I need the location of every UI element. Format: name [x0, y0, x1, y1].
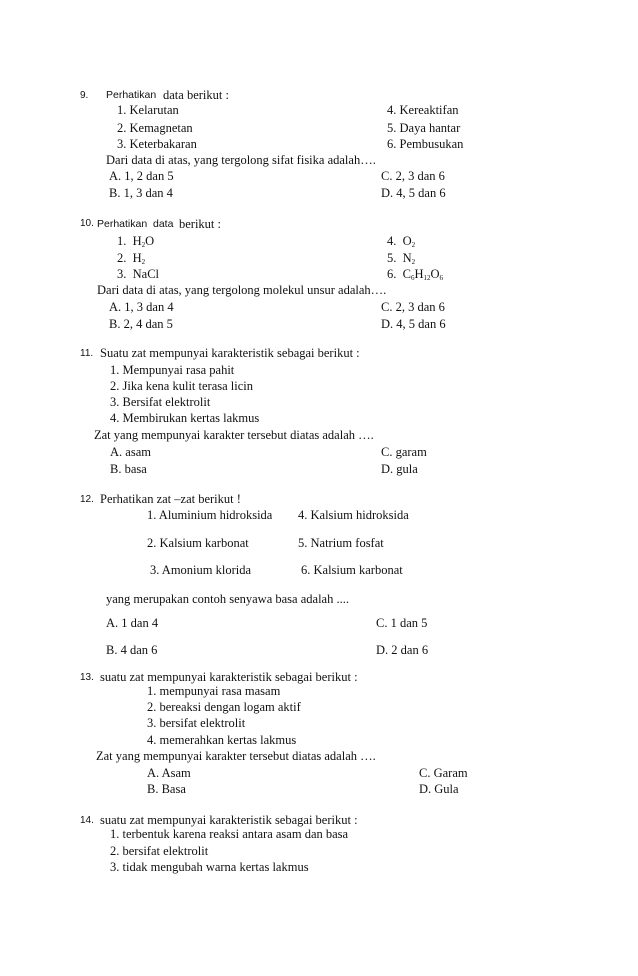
answer-option: D. 2 dan 6	[376, 643, 429, 657]
formula-text: O	[402, 234, 412, 248]
question-number: 11.	[80, 348, 94, 359]
list-item: 1. mempunyai rasa masam	[147, 684, 281, 698]
question-number: 13.	[80, 672, 94, 683]
answer-option: A. Asam	[147, 766, 191, 780]
question-intro: data	[153, 218, 174, 230]
formula-item	[387, 268, 443, 282]
list-item: 2. Kemagnetan	[117, 121, 193, 135]
formula-text: H	[132, 251, 142, 265]
question-intro: data berikut :	[163, 88, 229, 102]
list-item: 2. Jika kena kulit terasa licin	[110, 379, 254, 393]
list-item: 1. terbentuk karena reaksi antara asam dan basa	[110, 827, 349, 841]
list-item: 3. Amonium klorida	[150, 563, 252, 577]
question-number: 10.	[80, 218, 94, 229]
item-number: 2.	[117, 251, 127, 265]
list-item: 6. Kalsium karbonat	[301, 563, 403, 577]
answer-option: D. 4, 5 dan 6	[381, 186, 446, 200]
answer-option: A. 1 dan 4	[106, 616, 159, 630]
list-item: 3. Bersifat elektrolit	[110, 395, 211, 409]
question-number: 9.	[80, 90, 89, 101]
formula-subscript: 12	[423, 274, 431, 282]
formula-text: O	[430, 267, 440, 281]
item-number: 1.	[117, 234, 127, 248]
question-text: yang merupakan contoh senyawa basa adalah ....	[106, 592, 349, 606]
question-text: Zat yang mempunyai karakter tersebut diatas adalah ….	[94, 428, 374, 442]
answer-option: B. Basa	[147, 782, 186, 796]
formula-subscript: 2	[141, 241, 146, 249]
answer-option: C. Garam	[419, 766, 468, 780]
question-intro: Perhatikan	[97, 218, 148, 230]
list-item: 2. Kalsium karbonat	[147, 536, 249, 550]
item-number: 3.	[117, 267, 127, 281]
formula-subscript: 2	[141, 258, 146, 266]
list-item: 1. Aluminium hidroksida	[147, 508, 273, 522]
question-number: 12.	[80, 494, 94, 505]
list-item: 4. Kalsium hidroksida	[298, 508, 409, 522]
item-number: 4.	[387, 234, 397, 248]
list-item: 2. bersifat elektrolit	[110, 844, 209, 858]
formula-item	[117, 235, 154, 249]
formula-subscript: 6	[439, 274, 444, 282]
answer-option: A. 1, 2 dan 5	[109, 169, 174, 183]
formula-subscript: 2	[411, 241, 416, 249]
formula-item	[387, 252, 415, 266]
item-number: 5.	[387, 251, 397, 265]
formula-subscript: 6	[410, 274, 415, 282]
question-intro: Perhatikan	[106, 89, 157, 101]
answer-option: D. Gula	[419, 782, 459, 796]
list-item: 2. bereaksi dengan logam aktif	[147, 700, 301, 714]
formula-text: H	[414, 267, 424, 281]
question-intro: berikut :	[179, 217, 222, 231]
answer-option: C. 1 dan 5	[376, 616, 428, 630]
question-text: Dari data di atas, yang tergolong molekul unsur adalah….	[97, 283, 387, 297]
formula-text: H	[132, 234, 142, 248]
list-item: 5. Daya hantar	[387, 121, 461, 135]
answer-option: A. 1, 3 dan 4	[109, 300, 174, 314]
list-item: 3. bersifat elektrolit	[147, 716, 246, 730]
question-stem: Perhatikan zat –zat berikut !	[100, 492, 241, 506]
question-stem: suatu zat mempunyai karakteristik sebagai berikut :	[100, 670, 358, 684]
formula-text: NaCl	[132, 267, 160, 281]
question-text: Dari data di atas, yang tergolong sifat fisika adalah….	[106, 153, 376, 167]
list-item: 1. Kelarutan	[117, 103, 179, 117]
list-item: 4. memerahkan kertas lakmus	[147, 733, 297, 747]
answer-option: B. 4 dan 6	[106, 643, 158, 657]
question-text: Zat yang mempunyai karakter tersebut diatas adalah ….	[96, 749, 376, 763]
question-stem: suatu zat mempunyai karakteristik sebagai berikut :	[100, 813, 358, 827]
answer-option: C. 2, 3 dan 6	[381, 169, 445, 183]
list-item: 1. Mempunyai rasa pahit	[110, 363, 235, 377]
question-number: 14.	[80, 815, 94, 826]
answer-option: D. gula	[381, 462, 418, 476]
formula-subscript: 2	[411, 258, 416, 266]
answer-option: B. 1, 3 dan 4	[109, 186, 173, 200]
formula-item	[117, 268, 159, 281]
answer-option: C. 2, 3 dan 6	[381, 300, 445, 314]
answer-option: A. asam	[110, 445, 151, 459]
list-item: 5. Natrium fosfat	[298, 536, 384, 550]
formula-item	[387, 235, 415, 249]
list-item: 3. Keterbakaran	[117, 137, 197, 151]
list-item: 6. Pembusukan	[387, 137, 464, 151]
formula-text: O	[145, 234, 155, 248]
question-stem: Suatu zat mempunyai karakteristik sebagai berikut :	[100, 346, 360, 360]
item-number: 6.	[387, 267, 397, 281]
answer-option: B. basa	[110, 462, 147, 476]
formula-text: C	[402, 267, 411, 281]
list-item: 4. Membirukan kertas lakmus	[110, 411, 260, 425]
formula-item	[117, 252, 145, 266]
answer-option: B. 2, 4 dan 5	[109, 317, 173, 331]
list-item: 4. Kereaktifan	[387, 103, 459, 117]
list-item: 3. tidak mengubah warna kertas lakmus	[110, 860, 309, 874]
answer-option: C. garam	[381, 445, 427, 459]
formula-text: N	[402, 251, 412, 265]
answer-option: D. 4, 5 dan 6	[381, 317, 446, 331]
